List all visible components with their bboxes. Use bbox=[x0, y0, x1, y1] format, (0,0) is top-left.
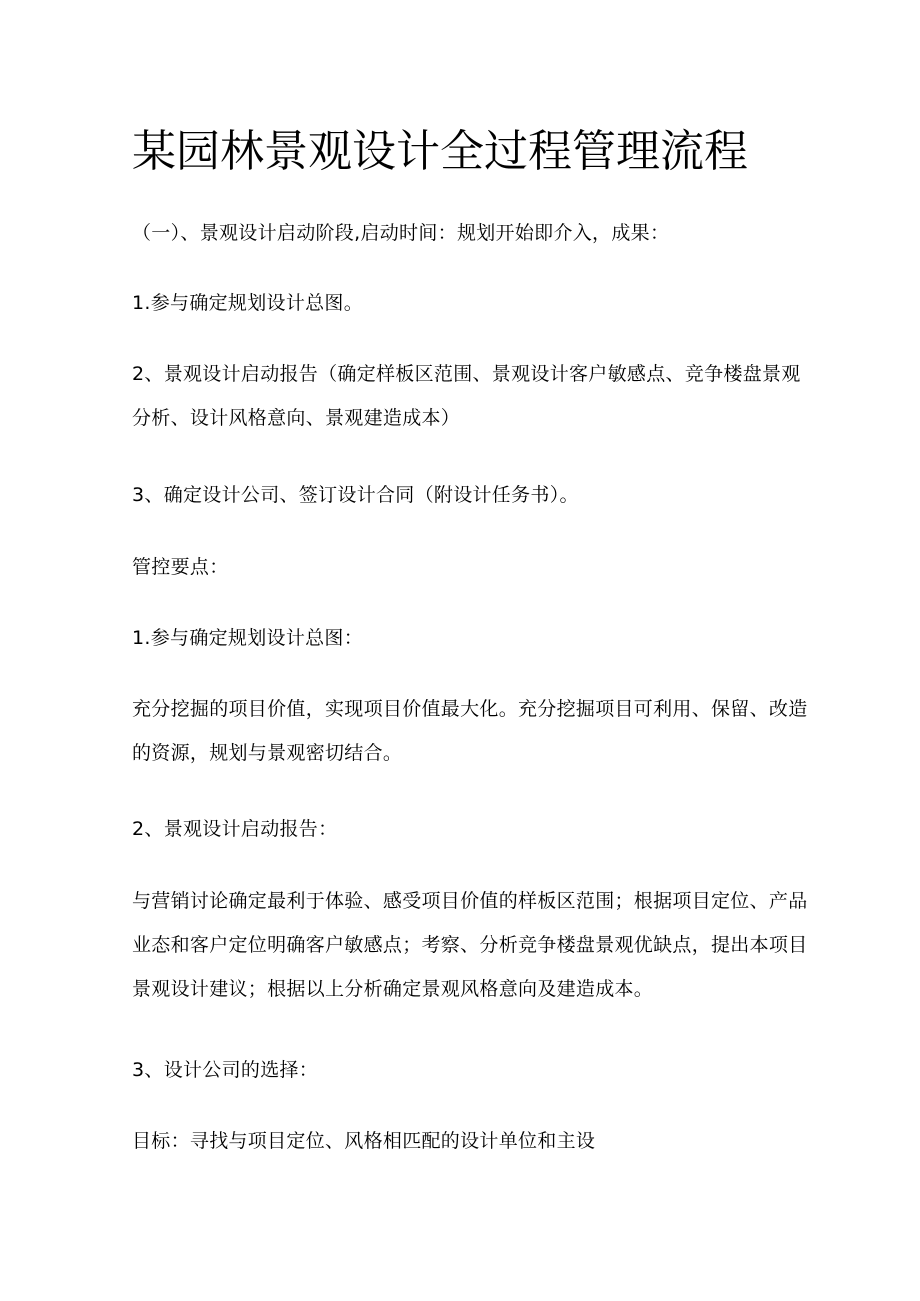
control-point-1-text: 充分挖掘的项目价值，实现项目价值最大化。充分挖掘项目可利用、保留、改造的资源，规划与景观密切结合。 bbox=[132, 698, 808, 764]
control-point-3-target: 目标：寻找与项目定位、风格相匹配的设计单位和主设 bbox=[132, 1130, 596, 1152]
control-point-3-heading: 3、设计公司的选择： bbox=[132, 1059, 319, 1081]
result-item-1: 1.参与确定规划设计总图。 bbox=[132, 292, 364, 314]
control-points-heading: 管控要点： bbox=[132, 556, 229, 578]
control-point-2-heading: 2、景观设计启动报告： bbox=[132, 818, 338, 840]
section-heading-startup: （一）、景观设计启动阶段,启动时间：规划开始即介入，成果： bbox=[132, 222, 670, 244]
control-point-1-heading: 1.参与确定规划设计总图： bbox=[132, 627, 364, 649]
control-point-2-text: 与营销讨论确定最利于体验、感受项目价值的样板区范围；根据项目定位、产品业态和客户定位明确客户敏感点；考察、分析竞争楼盘景观优缺点，提出本项目景观设计建议；根据以上分析确定景观风格意向及建造成本。 bbox=[132, 890, 808, 1000]
document-title: 某园林景观设计全过程管理流程 bbox=[132, 126, 748, 177]
result-item-3: 3、确定设计公司、签订设计合同（附设计任务书）。 bbox=[132, 484, 579, 506]
result-item-2: 2、景观设计启动报告（确定样板区范围、景观设计客户敏感点、竞争楼盘景观分析、设计风格意向、景观建造成本） bbox=[132, 363, 801, 429]
